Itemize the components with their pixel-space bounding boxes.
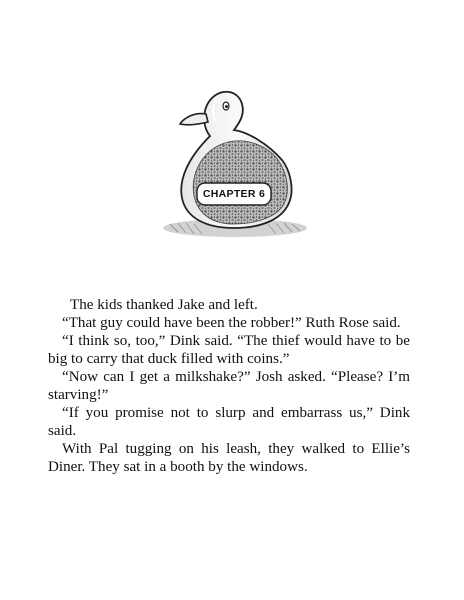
paragraph: “Now can I get a milkshake?” Josh asked. “Please? I’m starving!”: [48, 369, 410, 403]
glass-duck-illustration: [150, 78, 320, 248]
paragraph: “That guy could have been the robber!” Ruth Rose said.: [62, 315, 401, 331]
chapter-label-plate: [197, 183, 271, 205]
chapter-heading: CHAPTER 6: [202, 188, 266, 200]
paragraph: With Pal tugging on his leash, they walked to Ellie’s Diner. They sat in a booth by the windows.: [48, 441, 410, 475]
duck-beak: [180, 114, 208, 125]
paragraph: The kids thanked Jake and left.: [70, 297, 258, 313]
paragraph: “I think so, too,” Dink said. “The thief would have to be big to carry that duck filled with coins.”: [48, 333, 410, 367]
paragraph: “If you promise not to slurp and embarrass us,” Dink said.: [48, 405, 410, 439]
chapter-body-text: [48, 296, 410, 476]
